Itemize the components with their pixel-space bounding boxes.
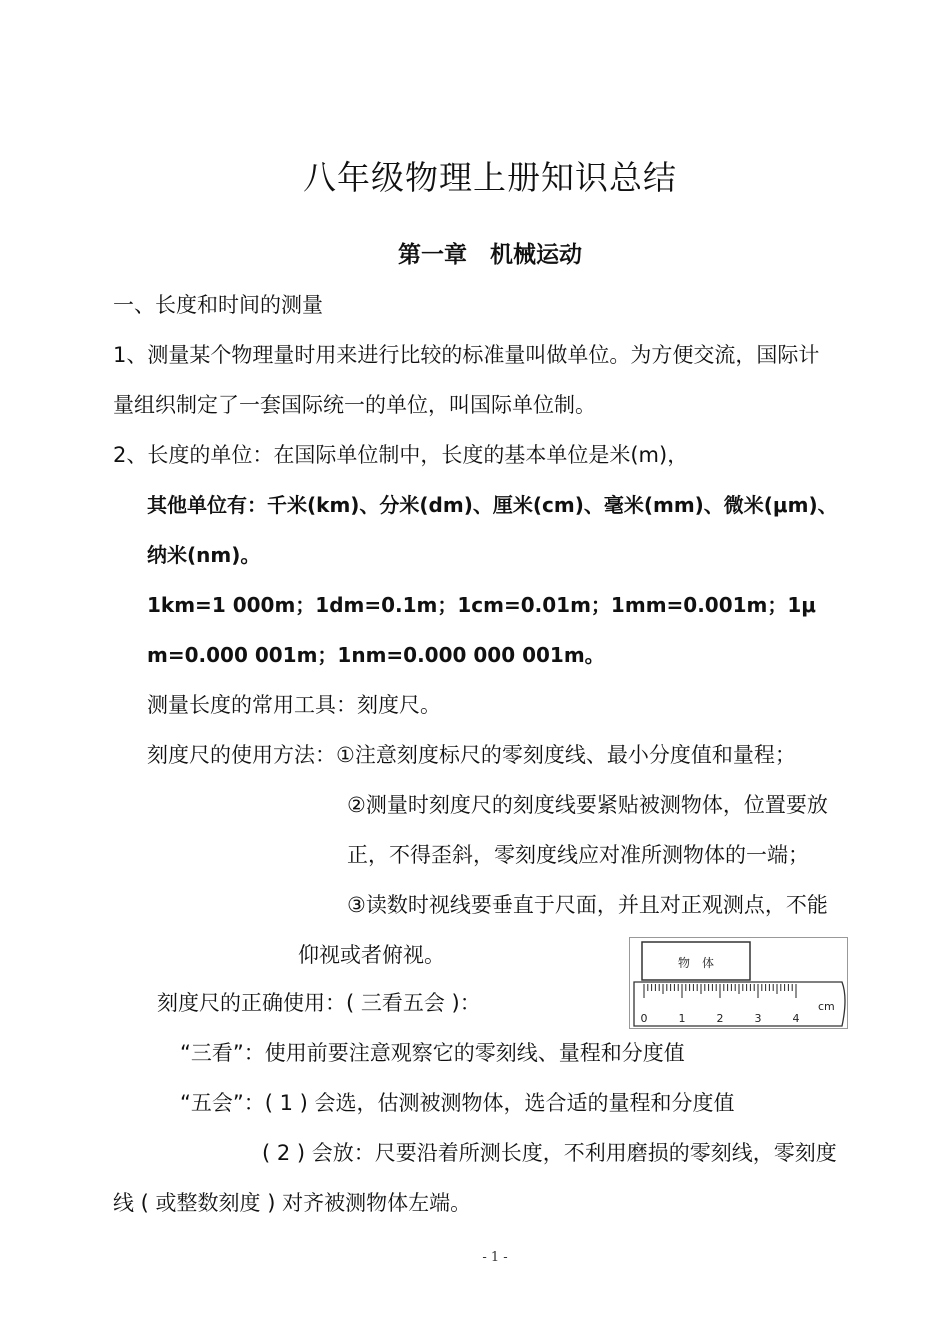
usage-line: ②测量时刻度尺的刻度线要紧贴被测物体，位置要放 [347,793,828,817]
correct-use-line: 刻度尺的正确使用：( 三看五会 )： [157,991,481,1015]
ruler-tick-label: 2 [716,1012,724,1025]
ruler-tick-label: 0 [640,1012,648,1025]
conversion-line: m=0.000 001m；1nm=0.000 000 001m。 [147,643,605,667]
paragraph-line: 量组织制定了一套国际统一的单位，叫国际单位制。 [113,393,596,417]
usage-line: ③读数时视线要垂直于尺面，并且对正观测点，不能 [347,893,828,917]
page-number: - 1 - [482,1250,508,1265]
tool-line: 测量长度的常用工具：刻度尺。 [147,693,441,717]
wuhui-line: ( 2 ) 会放：尺要沿着所测长度，不利用磨损的零刻线，零刻度 [262,1141,837,1165]
usage-line: 正，不得歪斜，零刻度线应对准所测物体的一端； [347,843,809,867]
sankan-line: “三看”：使用前要注意观察它的零刻线、量程和分度值 [180,1041,685,1065]
wuhui-line: 线 ( 或整数刻度 ) 对齐被测物体左端。 [113,1191,472,1215]
units-line: 其他单位有：千米(km)、分米(dm)、厘米(cm)、毫米(mm)、微米(μm)、 [147,493,838,517]
ruler-unit: cm [818,1000,835,1013]
ruler-figure [629,937,848,1029]
page-title: 八年级物理上册知识总结 [303,158,677,197]
section-heading: 一、长度和时间的测量 [113,293,323,317]
ruler-tick-label: 3 [754,1012,762,1025]
paragraph-line: 2、长度的单位：在国际单位制中，长度的基本单位是米(m)， [113,443,689,467]
ruler-tick-label: 4 [792,1012,800,1025]
ruler-illustration [630,938,847,1028]
ruler-tick-label: 1 [678,1012,686,1025]
chapter-heading: 第一章 机械运动 [398,242,582,268]
usage-line: 刻度尺的使用方法：①注意刻度标尺的零刻度线、最小分度值和量程； [147,743,796,767]
conversion-line: 1km=1 000m；1dm=0.1m；1cm=0.01m；1mm=0.001m；1μ [147,593,817,617]
units-line: 纳米(nm)。 [147,543,261,567]
object-label: 物 体 [677,956,715,970]
wuhui-line: “五会”：( 1 ) 会选，估测被测物体，选合适的量程和分度值 [180,1091,735,1115]
usage-line: 仰视或者俯视。 [298,943,445,967]
paragraph-line: 1、测量某个物理量时用来进行比较的标准量叫做单位。为方便交流，国际计 [113,343,820,367]
